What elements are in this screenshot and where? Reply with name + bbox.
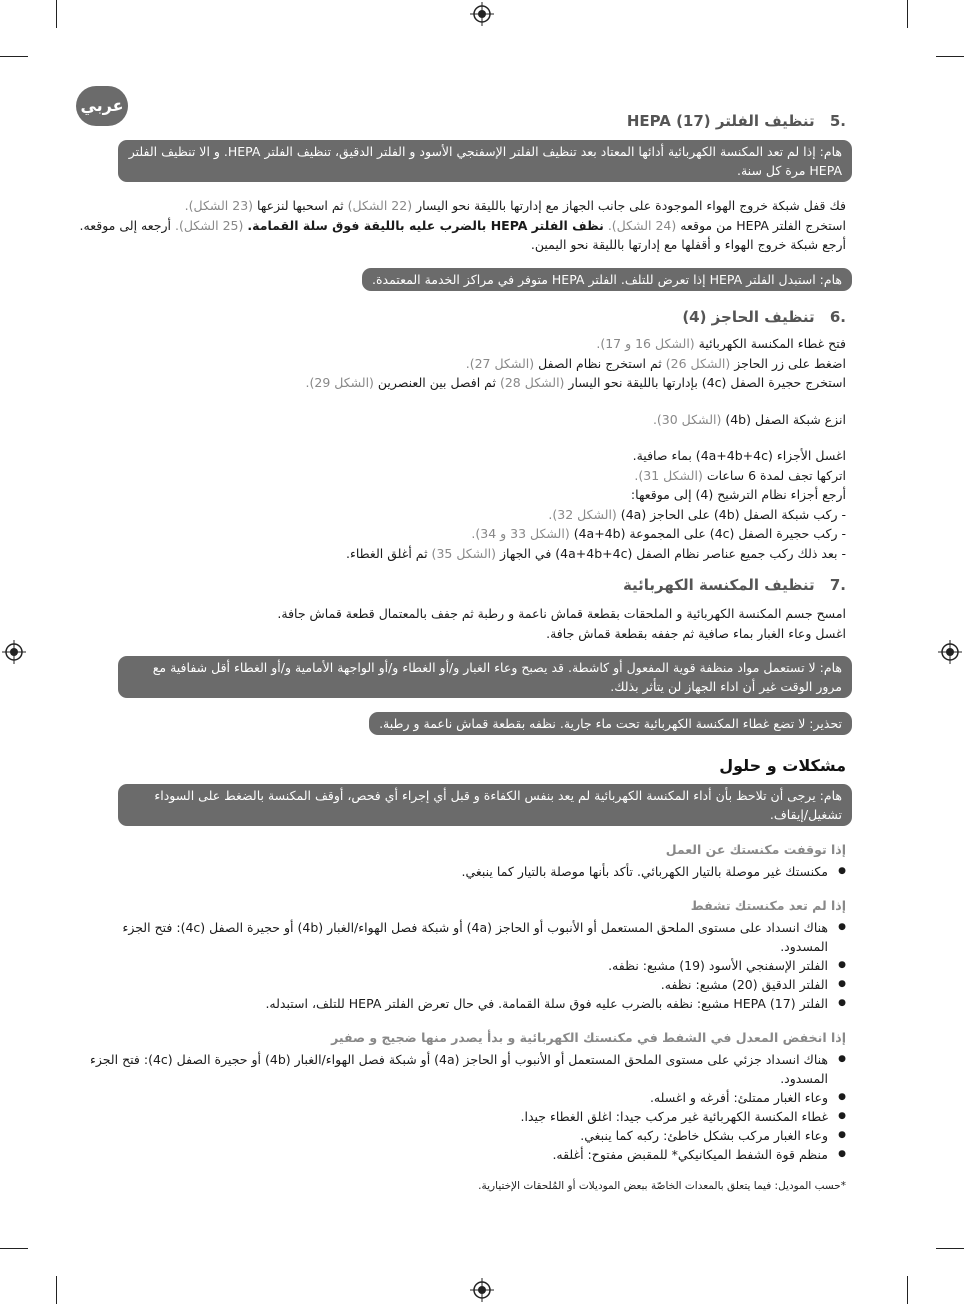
paragraph-line: فتح غطاء المكنسة الكهربائية (الشكل 16 و 17). bbox=[596, 336, 846, 351]
important-note: هام: إذا لم تعد المكنسة الكهربائية أدائها المعتاد بعد تنظيف الفلتر الإسفنجي الأسود و الفلتر الدقيق، تنظيف الفلتر HEPA. و الا تنظيف الفلتر HEPA مرة كل سنة. bbox=[118, 140, 852, 182]
section-title: تنظيف الفلتر HEPA (17) bbox=[626, 112, 815, 130]
section-7-heading bbox=[623, 576, 846, 594]
section-number: .6 bbox=[829, 308, 846, 326]
dash-item: - بعد ذلك ركب جميع عناصر نظام الصفل (4a+4b+4c) في الجهاز (الشكل 35) ثم أغلق الغطاء. bbox=[346, 545, 846, 561]
language-tab: عربي bbox=[76, 86, 128, 126]
paragraph-line: فك قفل شبكة خروج الهواء الموجودة على جانب الجهاز مع إدارتها بالليقة نحو اليسار (22 الشكل) ثم اسحبها لنزعها (23 الشكل). bbox=[184, 198, 846, 213]
warning-note: تحذير: لا تضع غطاء المكنسة الكهربائية تحت ماء جارية. نظفه بقطعة قماش ناعمة و رطبة. bbox=[369, 712, 852, 735]
registration-mark-icon bbox=[470, 2, 494, 26]
section-7-body bbox=[106, 604, 846, 643]
paragraph-line: استخرج حجيرة الصفل (4c) بإدارتها بالليقة نحو اليسار (الشكل 28) ثم افصل بين العنصرين (الشكل 29). bbox=[305, 375, 846, 390]
paragraph-line: اضغط على زر الحاجز (الشكل 26) ثم استخرج نظام الصفل (الشكل 27). bbox=[465, 355, 846, 371]
list-item: ● وعاء الغبار مركب بشكل خاطئ: ركبه كما ينبغي. bbox=[88, 1126, 828, 1145]
section-5-body bbox=[79, 196, 846, 255]
problem-heading: إذا توقفت مكنستك عن العمل bbox=[665, 842, 846, 857]
crop-mark bbox=[936, 56, 964, 57]
section-title: تنظيف المكنسة الكهربائية bbox=[622, 576, 815, 594]
paragraph-line: اتركها تجف لمدة 6 ساعات (الشكل 31). bbox=[634, 467, 846, 483]
list-item: ● مكنستك غير موصلة بالتيار الكهربائي. تأكد بأنها موصلة بالتيار كما ينبغي. bbox=[88, 862, 828, 881]
list-item: ● غطاء المكنسة الكهربائية غير مركب جيدا: اغلق الغطاء جيدا. bbox=[88, 1107, 828, 1126]
registration-mark-icon bbox=[938, 640, 962, 664]
section-title: تنظيف الحاجز (4) bbox=[682, 308, 815, 326]
list-item: ● الفلتر HEPA (17) مشبع: نظفه بالضرب عليه فوق سلة القمامة. في حال تعرض الفلتر HEPA للتلف، استبدله. bbox=[88, 994, 828, 1013]
dash-item: - ركب شبكة الصفل (4b) على الحاجز (4a) (الشكل 32). bbox=[548, 506, 846, 522]
section-number: .5 bbox=[829, 112, 846, 130]
crop-mark bbox=[907, 0, 908, 28]
section-5-heading bbox=[627, 112, 846, 130]
section-6-body bbox=[106, 334, 846, 563]
section-6-heading bbox=[682, 308, 846, 326]
solution-list bbox=[88, 862, 846, 881]
paragraph-line: اغسل وعاء الغبار بماء صافية ثم جففه بقطعة قماش جافة. bbox=[546, 625, 846, 641]
crop-mark bbox=[0, 1248, 28, 1249]
list-item: ● منظم قوة الشفط الميكانيكي* للمقبض مفتوح: أغلقه. bbox=[88, 1145, 828, 1164]
registration-mark-icon bbox=[470, 1278, 494, 1302]
list-item: ● هناك انسداد جزئي على مستوى الملحق المستعمل أو الأنبوب أو الحاجز (4a) أو شبكة فصل الهواء/الغبار (4b) أو حجيرة الصفل (4c): فتح الجزء المسدود. bbox=[88, 1050, 828, 1088]
solution-list bbox=[88, 1050, 846, 1164]
section-number: .7 bbox=[829, 576, 846, 594]
list-item: ● الفلتر الإسفنجي الأسود (19) مشبع: نظفه. bbox=[88, 956, 828, 975]
list-item: ● الفلتر الدقيق (20) مشبع: نظفه. bbox=[88, 975, 828, 994]
list-item: ● وعاء الغبار ممتلئ: أفرغه و اغسله. bbox=[88, 1088, 828, 1107]
dash-item: - ركب حجيرة الصفل (4c) على المجموعة (4a+4b) (الشكل 33 و 34). bbox=[471, 526, 846, 541]
crop-mark bbox=[56, 1276, 57, 1304]
paragraph-line: استخرج الفلتر HEPA من موقعه (24 الشكل). نظف الفلتر HEPA بالضرب عليه بالليقة فوق سلة القمامة. (25 الشكل). أرجعه إلى موقعه. bbox=[79, 217, 846, 233]
important-note: هام: استبدل الفلتر HEPA إذا تعرض للتلف. الفلتر HEPA متوفر في مراكز الخدمة المعتمدة. bbox=[362, 268, 852, 291]
troubleshooting-heading: مشكلات و حلول bbox=[719, 756, 846, 775]
registration-mark-icon bbox=[2, 640, 26, 664]
paragraph-line: أرجع أجزاء نظام الترشيح (4) إلى موقعها: bbox=[630, 487, 846, 502]
footnote: *حسب الموديل: فيما يتعلق بالمعدات الخاصّة ببعض الموديلات أو المُلحقات الإختيارية. bbox=[478, 1180, 846, 1192]
paragraph-line: اغسل الأجزاء (4a+4b+4c) بماء صافية. bbox=[632, 448, 846, 463]
crop-mark bbox=[0, 56, 28, 57]
problem-heading: إذا لم تعد مكنستك تشفط bbox=[690, 898, 846, 913]
solution-list bbox=[88, 918, 846, 1013]
crop-mark bbox=[907, 1276, 908, 1304]
list-item: ● هناك انسداد على مستوى الملحق المستعمل أو الأنبوب أو الحاجز (4a) أو شبكة فصل الهواء/الغبار (4b) أو حجيرة الصفل (4c): فتح الجزء المسدود. bbox=[88, 918, 828, 956]
problem-heading: إذا انخفض المعدل في الشفط في مكنستك الكهربائية و بدأ يصدر منها ضجيج و صفير bbox=[331, 1030, 846, 1045]
crop-mark bbox=[936, 1248, 964, 1249]
crop-mark bbox=[56, 0, 57, 28]
important-note: هام: لا تستعمل مواد منظفة قوية المفعول أو كاشطة. قد يصبح وعاء الغبار و/أو الغطاء و/أو الواجهة الأمامية و/أو الغطاء أقل شفافية مع مرور الوقت غير أن اداء الجهاز لن يتأثر بذلك. bbox=[118, 656, 852, 698]
paragraph-line: امسح جسم المكنسة الكهربائية و الملحقات بقطعة قماش ناعمة و رطبة ثم جفف بالمعتمال قطعة قماش جافة. bbox=[277, 606, 846, 621]
paragraph-line: انزع شبكة الصفل (4b) (الشكل 30). bbox=[652, 411, 846, 427]
important-note: هام: يرجى أن تلاحظ بأن أداء المكنسة الكهربائية لم يعد بنفس الكفاءة و قبل أي إجراء أي فحص، أوقف المكنسة بالضغط على السوداء تشغيل/إيقاف. bbox=[118, 784, 852, 826]
paragraph-line: أرجع شبكة خروج الهواء و أقفلها مع إدارتها بالليقة نحو اليمين. bbox=[530, 237, 846, 252]
